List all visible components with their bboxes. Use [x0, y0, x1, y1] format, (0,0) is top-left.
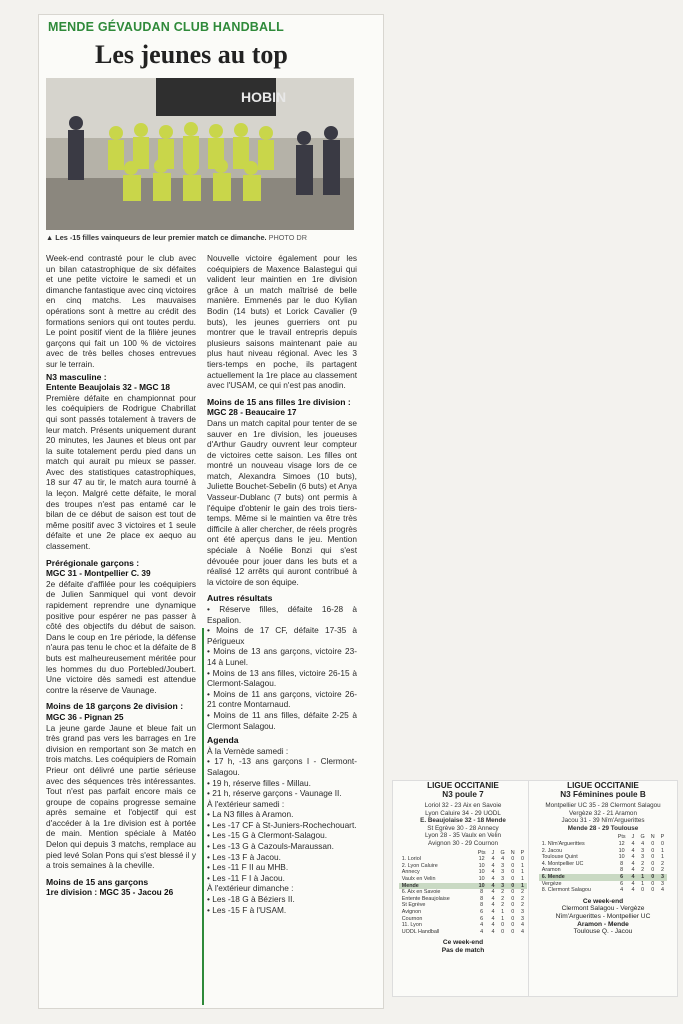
photo-sign-text: HOBIN: [241, 89, 287, 105]
stat-cell: 10: [478, 862, 485, 869]
stat-cell: 1: [638, 874, 648, 881]
league-title: LIGUE OCCITANIE: [567, 781, 639, 790]
stat-cell: 2: [501, 902, 505, 909]
column-header: J: [631, 834, 635, 841]
standings-table: [399, 850, 528, 936]
stat-cell: 10: [475, 883, 489, 890]
stat-cell: 4: [489, 883, 498, 890]
stat-cell: 6: [480, 908, 484, 915]
result-line: St Egrève 30 - 28 Annecy: [427, 824, 499, 832]
weekend-title: Ce week-end: [582, 897, 624, 905]
stat-cell: 4: [501, 856, 505, 863]
stat-cell: 3: [641, 847, 645, 854]
intro-paragraph: Week-end contrasté pour le club avec un bilan catastrophique de six défaites et une petite victoire le samedi et un dimanche fantastique avec cinq victoires en cinq matchs. Les mauvaises opérations sont à mettre au crédit des formations seniors qui ont toutes perdu. Le point positif vient de la filière jeunes garçons qui fait un 100 % de victoires avec de très belles choses entrevues sur le terrain.: [46, 253, 196, 369]
column-divider: [202, 628, 204, 1005]
table-row: [399, 922, 528, 929]
section-heading: N3 masculine :: [46, 371, 107, 382]
article-column-2: [207, 253, 357, 915]
stat-cell: 0: [520, 856, 524, 863]
stat-cell: 0: [511, 902, 515, 909]
stat-cell: 2: [520, 895, 524, 902]
stat-cell: 0: [508, 883, 518, 890]
agenda-item: • Les -15 F à l'USAM.: [207, 905, 357, 916]
result-item: • Moins de 11 ans filles, défaite 2-25 à Clermont Salagou.: [207, 710, 357, 731]
table-row: [539, 861, 668, 868]
stat-cell: 8: [480, 889, 484, 896]
table-row: [399, 883, 528, 890]
weekend-box: [393, 939, 533, 954]
column-header: J: [491, 849, 495, 856]
stat-cell: 1: [660, 854, 664, 861]
photo-credit: PHOTO DR: [268, 233, 307, 242]
table-row: [399, 896, 528, 903]
agenda-item: • 17 h, -13 ans garçons I - Clermont-Salagou.: [207, 756, 357, 777]
match-result: MGC 31 - Montpellier C. 39: [46, 568, 151, 579]
stat-cell: 0: [511, 895, 515, 902]
stat-cell: 0: [641, 887, 645, 894]
column-header: [539, 834, 615, 841]
stat-cell: 3: [641, 854, 645, 861]
column-header: P: [520, 849, 525, 856]
match-result: MGC 28 - Beaucaire 17: [207, 407, 297, 418]
stat-cell: 2: [520, 902, 524, 909]
column-header: G: [500, 849, 505, 856]
table-row: [539, 867, 668, 874]
stat-cell: 4: [491, 915, 495, 922]
result-line: Jacou 31 - 39 Nîm'Arguerittes: [561, 817, 645, 825]
stat-cell: 8: [620, 867, 624, 874]
table-header-row: [539, 834, 668, 841]
result-line: Mende 28 - 29 Toulouse: [567, 824, 639, 832]
stat-cell: 6: [480, 915, 484, 922]
stat-cell: 3: [660, 880, 664, 887]
stat-cell: 1: [520, 862, 524, 869]
result-item: • Réserve filles, défaite 16-28 à Espalion.: [207, 604, 357, 625]
section-heading: Moins de 15 ans filles 1re division :: [207, 396, 351, 407]
team-cell: Mende: [399, 883, 475, 890]
stat-cell: 1: [520, 875, 524, 882]
section-heading: Moins de 15 ans garçons: [46, 876, 149, 887]
stat-cell: 4: [491, 902, 495, 909]
stat-cell: 2: [501, 889, 505, 896]
table-row: [399, 876, 528, 883]
team-cell: Avignon: [401, 908, 422, 915]
weekend-text: Toulouse Q. - Jacou: [573, 928, 633, 936]
table-row: [399, 863, 528, 870]
agenda-item: • Les -18 G à Béziers II.: [207, 894, 357, 905]
agenda-item: • Les -13 G à Cazouls-Maraussan.: [207, 841, 357, 852]
stat-cell: 0: [651, 887, 655, 894]
column-header: Pts: [617, 834, 626, 841]
table-row: [399, 889, 528, 896]
stat-cell: 12: [618, 840, 625, 847]
section-heading: Moins de 18 garçons 2e division :: [46, 701, 184, 712]
stat-cell: 12: [478, 856, 485, 863]
section-heading: Prérégionale garçons :: [46, 557, 140, 568]
article-column-1: [46, 253, 196, 898]
stat-cell: 10: [478, 869, 485, 876]
team-cell: 1. Nîm'Arguerittes: [541, 840, 585, 847]
weekend-title: Ce week-end: [442, 939, 484, 947]
stat-cell: 2: [641, 860, 645, 867]
paragraph: Première défaite en championnat pour les coéquipiers de Rodrigue Chabrillat qui sont passés totalement à travers de leur match. Présents uniquement durant 20 minutes, les Jaunes et bleus ont par la suite totalement perdu pied dans un match qui aurait pu mieux se passer. Avec des statistiques catastrophiques, 18 sur 47 au tir, le match aura tourné à la leçon. Malgré cette défaite, le moral des troupes n'est pas entamé car le bilan de ce début de saison est tout de même positif avec 3 victoires et 1 seule défaite et une 2e place ex aequo au classement.: [46, 392, 196, 552]
team-cell: Vergèze: [541, 880, 562, 887]
agenda-item: • Les -11 F II au MHB.: [207, 862, 357, 873]
stat-cell: 0: [660, 840, 664, 847]
section-heading: Agenda: [207, 735, 239, 746]
paragraph: Nouvelle victoire également pour les coéquipiers de Maxence Balastegui qui valident leur maintien en 1re division grâce à un match maîtrisé de belle manière. Emmenés par le duo Kylian Bodin (14 buts) et Lorick Cavalier (9 buts), les jeunes guerriers ont pu montrer que le travail entrepris depuis plusieurs saisons maintenant paie au plus haut niveau régional. Avec les 3 tiers-temps en poche, ils partagent actuellement la 1re place au classement avec l'USAM, ce qui n'est pas anodin.: [207, 253, 357, 391]
table-row: [399, 929, 528, 936]
stat-cell: 4: [491, 895, 495, 902]
match-result: Entente Beaujolais 32 - MGC 18: [46, 382, 171, 393]
result-line: E. Beaujolaise 32 - 18 Mende: [420, 817, 506, 825]
stat-cell: 3: [658, 874, 668, 881]
stat-cell: 0: [651, 880, 655, 887]
stat-cell: 4: [631, 867, 635, 874]
stat-cell: 2: [501, 895, 505, 902]
results-list: [207, 604, 357, 731]
stat-cell: 3: [501, 862, 505, 869]
table-row: [539, 854, 668, 861]
stat-cell: 3: [501, 869, 505, 876]
stat-cell: 4: [480, 928, 484, 935]
column-header: N: [650, 834, 655, 841]
agenda-list: [207, 756, 357, 798]
table-row: [399, 916, 528, 923]
stat-cell: 0: [511, 875, 515, 882]
standings-table: [539, 834, 668, 893]
stat-cell: 3: [520, 915, 524, 922]
stat-cell: 4: [491, 856, 495, 863]
stat-cell: 10: [478, 875, 485, 882]
column-header: Pts: [477, 849, 486, 856]
stat-cell: 0: [648, 874, 658, 881]
stat-cell: 0: [501, 928, 505, 935]
agenda-item: • 21 h, réserve garçons - Vaunage II.: [207, 788, 357, 799]
league-title: LIGUE OCCITANIE: [427, 781, 499, 790]
paragraph: Dans un match capital pour tenter de se sauver en 1re division, les joueuses d'Arthur Gaudry ouvrent leur compteur de victoires cette saison. Les filles ont montré un nouveau visage lors de ce match, Alexandra Simoes (10 buts), Juliette Bouchet-Sebelin (6 buts) et Anya Vasseur-Dublanc (7 buts) ont permis à l'équipe d'obtenir le gain des trois tiers-temps. Même si le maintien va être très difficile à aller chercher, de réels progrès ont été aperçus dans le jeu. Mention spéciale à Noélie Bonzi qui s'est dévouée pour jouer dans les buts et a réalisé 12 arrêts qui auront contribué à la victoire de son équipe.: [207, 417, 357, 587]
stat-cell: 4: [491, 908, 495, 915]
stat-cell: 4: [491, 928, 495, 935]
results-list: [393, 802, 533, 848]
table-row: [539, 848, 668, 855]
stat-cell: 3: [498, 883, 508, 890]
result-item: • Moins de 13 ans filles, victoire 26-15 à Clermont-Salagou.: [207, 668, 357, 689]
match-result: 1re division : MGC 35 - Jacou 26: [46, 887, 174, 898]
stat-cell: 8: [620, 860, 624, 867]
agenda-item: • La N3 filles à Aramon.: [207, 809, 357, 820]
table-row: [539, 874, 668, 881]
stat-cell: 4: [631, 880, 635, 887]
stat-cell: 4: [660, 887, 664, 894]
agenda-subheading: À la Vernède samedi :: [207, 745, 289, 756]
agenda-item: • Les -11 F I à Jacou.: [207, 873, 357, 884]
weekend-text: Pas de match: [441, 946, 485, 954]
result-item: • Moins de 17 CF, défaite 17-35 à Périgueux: [207, 625, 357, 646]
agenda-item: • Les -17 CF à St-Juniers-Rochechouart.: [207, 820, 357, 831]
result-item: • Moins de 13 ans garçons, victoire 23-14 à Lunel.: [207, 646, 357, 667]
stat-cell: 4: [491, 875, 495, 882]
stat-cell: 0: [511, 928, 515, 935]
result-line: Avignon 30 - 29 Cournon: [428, 839, 498, 847]
stat-cell: 10: [618, 854, 625, 861]
stat-cell: 4: [620, 887, 624, 894]
team-cell: Vaulx en Velin: [401, 875, 436, 882]
result-line: Lyon Caluire 34 - 29 UODL: [425, 809, 501, 817]
stat-cell: 4: [631, 847, 635, 854]
league-subtitle: N3 poule 7: [442, 790, 484, 799]
stat-cell: 4: [491, 889, 495, 896]
agenda-list: [207, 809, 357, 883]
table-row: [399, 869, 528, 876]
team-cell: 6. Mende: [539, 874, 615, 881]
team-cell: 1. Loriol: [401, 856, 421, 863]
team-cell: St Egrève: [401, 902, 426, 909]
column-header: [399, 850, 475, 857]
stat-cell: 0: [651, 847, 655, 854]
team-photo: [46, 78, 354, 230]
stat-cell: 1: [660, 847, 664, 854]
stat-cell: 4: [641, 840, 645, 847]
agenda-subheading: À l'extérieur dimanche :: [207, 883, 294, 894]
team-cell: Annecy: [401, 869, 420, 876]
team-cell: 11. Lyon: [401, 922, 422, 929]
stat-cell: 4: [631, 854, 635, 861]
stat-cell: 4: [631, 860, 635, 867]
stat-cell: 0: [511, 862, 515, 869]
table-row: [539, 841, 668, 848]
stat-cell: 0: [511, 915, 515, 922]
stat-cell: 3: [501, 875, 505, 882]
team-cell: 2. Lyon Caluire: [401, 862, 438, 869]
stat-cell: 4: [520, 928, 524, 935]
table-row: [399, 902, 528, 909]
team-photo-illustration: [46, 78, 354, 230]
team-cell: 4. Montpellier UC: [541, 860, 584, 867]
table-row: [399, 856, 528, 863]
table-row: [399, 909, 528, 916]
stat-cell: 1: [520, 869, 524, 876]
team-cell: 6. Aix en Savoie: [401, 889, 441, 896]
stat-cell: 0: [511, 856, 515, 863]
weekend-box: [529, 898, 677, 936]
stat-cell: 1: [641, 880, 645, 887]
agenda-item: • Les -15 G à Clermont-Salagou.: [207, 830, 357, 841]
stat-cell: 0: [651, 860, 655, 867]
column-header: N: [510, 849, 515, 856]
stat-cell: 0: [651, 840, 655, 847]
result-item: • Moins de 11 ans garçons, victoire 26-21 contre Montarnaud.: [207, 689, 357, 710]
standings-n3-feminines-poule-b: [528, 780, 678, 997]
result-line: Loriol 32 - 23 Aix en Savoie: [424, 802, 502, 809]
match-result: MGC 36 - Pignan 25: [46, 711, 124, 722]
stat-cell: 0: [651, 867, 655, 874]
result-line: Vergèze 32 - 21 Aramon: [569, 809, 637, 817]
stat-cell: 4: [520, 922, 524, 929]
agenda-list: [207, 894, 357, 915]
stat-cell: 0: [511, 908, 515, 915]
stat-cell: 6: [615, 874, 629, 881]
section-heading: Autres résultats: [207, 593, 273, 604]
team-cell: Aramon: [541, 867, 561, 874]
weekend-text: Aramon - Mende: [577, 920, 629, 928]
caption-text: ▲ Les -15 filles vainqueurs de leur premier match ce dimanche.: [46, 233, 267, 242]
stat-cell: 8: [480, 895, 484, 902]
stat-cell: 0: [511, 869, 515, 876]
result-line: Lyon 28 - 35 Vaulx en Velin: [425, 832, 501, 840]
stat-cell: 0: [511, 922, 515, 929]
paragraph: La jeune garde Jaune et bleue fait un très grand pas vers les barrages en 1re division en remportant son 3e match en trois matchs. Les coéquipiers de Romain Prieur ont délivré une partie sérieuse avec des séquences très intéressantes. Tout n'est pas parfait encore mais ce groupe de copains progresse semaine après semaine et l'objectif qui est d'accéder à la 1re division est à portée de main. Mention spéciale à Matéo Delon qui depuis 3 matchs, remplace au pied levé Solan Pons qui s'est blessé il y a trois semaines à la cheville.: [46, 722, 196, 871]
stat-cell: 1: [501, 915, 505, 922]
stat-cell: 4: [631, 840, 635, 847]
paragraph: 2e défaite d'affilée pour les coéquipiers de Julien Sanmiquel qui vont devoir rapidement reprendre une dynamique positive pour espérer ne pas passer à côté des objectifs du début de saison. Dans le coup en 1re période, la défense n'aura pas tenu le choc et la défaite de 8 buts est malheureusement méritée pour les hommes du duo Portebled/Joubert. Une victoire dès samedi est attendue contre la réserve de Vaunage.: [46, 578, 196, 695]
results-list: [529, 802, 677, 832]
stat-cell: 4: [480, 922, 484, 929]
stat-cell: 0: [501, 922, 505, 929]
league-subtitle: N3 Féminines poule B: [560, 790, 646, 799]
stat-cell: 0: [651, 854, 655, 861]
weekend-text: Nîm'Arguerittes - Montpellier UC: [555, 912, 651, 920]
table-row: [539, 887, 668, 894]
stat-cell: 4: [491, 862, 495, 869]
table-row: [539, 881, 668, 888]
stat-cell: 1: [501, 908, 505, 915]
column-header: P: [660, 834, 665, 841]
stat-cell: 10: [618, 847, 625, 854]
stat-cell: 4: [631, 887, 635, 894]
stat-cell: 4: [491, 922, 495, 929]
stat-cell: 2: [660, 860, 664, 867]
stat-cell: 1: [518, 883, 528, 890]
team-cell: UODL Handball: [401, 928, 440, 935]
stat-cell: 2: [641, 867, 645, 874]
team-cell: Entente Beaujolaise: [401, 895, 450, 902]
team-cell: 8. Clermont Salagou: [541, 887, 591, 894]
photo-caption: [46, 233, 356, 242]
agenda-item: • Les -13 F à Jacou.: [207, 852, 357, 863]
stat-cell: 2: [660, 867, 664, 874]
stat-cell: 0: [511, 889, 515, 896]
stat-cell: 8: [480, 902, 484, 909]
stat-cell: 6: [620, 880, 624, 887]
stat-cell: 3: [520, 908, 524, 915]
kicker: MENDE GÉVAUDAN CLUB HANDBALL: [48, 20, 284, 34]
standings-n3-poule-7: [392, 780, 534, 997]
headline: Les jeunes au top: [95, 40, 288, 69]
agenda-item: • 19 h, réserve filles - Millau.: [207, 778, 357, 789]
team-cell: 2. Jacou: [541, 847, 563, 854]
stat-cell: 4: [491, 869, 495, 876]
team-cell: Cournon: [401, 915, 423, 922]
team-cell: Toulouse Quint: [541, 854, 578, 861]
agenda-subheading: À l'extérieur samedi :: [207, 798, 285, 809]
stat-cell: 4: [629, 874, 638, 881]
result-line: Montpellier UC 35 - 28 Clermont Salagou: [545, 802, 661, 809]
table-header-row: [399, 850, 528, 857]
stat-cell: 2: [520, 889, 524, 896]
column-header: G: [640, 834, 645, 841]
weekend-text: Clermont Salagou - Vergèze: [561, 905, 645, 913]
